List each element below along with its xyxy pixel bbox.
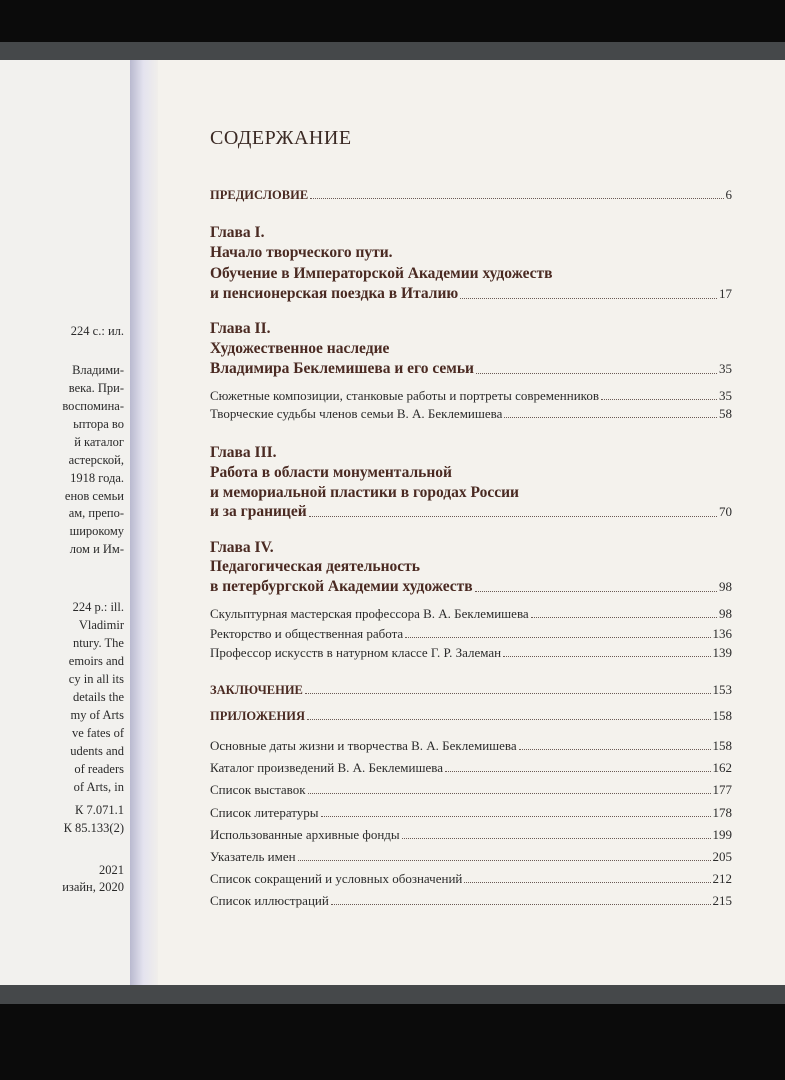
left-page-line: 2021 (99, 863, 124, 877)
toc-subentry[interactable]: Каталог произведений В. А. Беклемишева 162 (210, 760, 732, 775)
right-page (158, 60, 785, 985)
chapter-3-title-line: Работа в области монументальной (210, 464, 452, 481)
left-page-line: изайн, 2020 (62, 880, 124, 894)
left-page-line: details the (72, 690, 124, 704)
chapter-1-heading: Глава I. (210, 224, 265, 241)
page-number: 139 (712, 645, 732, 660)
page-number: 98 (719, 579, 732, 594)
toc-subentry[interactable]: Творческие судьбы членов семьи В. А. Беклемишева 58 (210, 406, 732, 421)
toc-title: СОДЕРЖАНИЕ (210, 127, 352, 149)
dot-leader (445, 771, 710, 772)
left-page-line: my of Arts (70, 708, 124, 722)
toc-entry-preface[interactable]: ПРЕДИСЛОВИЕ 6 (210, 187, 732, 202)
left-page-line: Vladimir (78, 618, 124, 632)
page-number: 35 (719, 388, 732, 403)
left-page-line: воспомина- (62, 399, 124, 413)
page-number: 136 (712, 626, 732, 641)
dot-leader (309, 516, 717, 517)
dot-leader (531, 617, 717, 618)
toc-entry-appendices[interactable]: ПРИЛОЖЕНИЯ 158 (210, 708, 732, 723)
toc-subentry[interactable]: Скульптурная мастерская профессора В. А. Беклемишева 98 (210, 606, 732, 621)
left-page-line: cy in all its (68, 672, 124, 686)
page-number: 153 (712, 682, 732, 697)
page-number: 205 (712, 849, 732, 864)
toc-subentry[interactable]: Список сокращений и условных обозначений 212 (210, 871, 732, 886)
left-page-line: К 7.071.1 (75, 803, 124, 817)
left-page-line: Владими- (72, 363, 124, 377)
dot-leader (331, 904, 711, 905)
page-number: 70 (719, 504, 732, 519)
left-page-line: астерской, (68, 453, 124, 467)
dot-leader (310, 198, 723, 199)
left-page-line: udents and (70, 744, 124, 758)
page-number: 199 (712, 827, 732, 842)
page-number: 58 (719, 406, 732, 421)
dot-leader (503, 656, 710, 657)
dot-leader (402, 838, 711, 839)
toc-subentry[interactable]: Ректорство и общественная работа 136 (210, 626, 732, 641)
toc-subentry[interactable]: Использованные архивные фонды 199 (210, 827, 732, 842)
left-page-line: й каталог (74, 435, 124, 449)
left-page-line: К 85.133(2) (63, 821, 124, 835)
left-page-line: лом и Им- (69, 542, 124, 556)
chapter-3-heading: Глава III. (210, 444, 277, 461)
toc-subentry[interactable]: Основные даты жизни и творчества В. А. Беклемишева 158 (210, 738, 732, 753)
toc-entry-chapter-1[interactable]: и пенсионерская поездка в Италию 17 (210, 285, 732, 302)
dot-leader (321, 816, 711, 817)
chapter-4-title-line: Педагогическая деятельность (210, 558, 420, 575)
dot-leader (476, 373, 717, 374)
toc-subentry[interactable]: Список литературы 178 (210, 805, 732, 820)
toc-subentry[interactable]: Указатель имен 205 (210, 849, 732, 864)
page-number: 162 (712, 760, 732, 775)
page-number: 177 (712, 782, 732, 797)
left-page-line: of Arts, in (73, 780, 124, 794)
toc-subentry[interactable]: Профессор искусств в натурном классе Г. Р. Залеман 139 (210, 645, 732, 660)
page-number: 158 (712, 738, 732, 753)
left-page-line: века. При- (68, 381, 124, 395)
dot-leader (305, 693, 711, 694)
chapter-2-title-line: Художественное наследие (210, 340, 390, 357)
page-number: 215 (712, 893, 732, 908)
left-page (0, 60, 130, 985)
left-page-line: emoirs and (68, 654, 124, 668)
dot-leader (308, 793, 711, 794)
dot-leader (519, 749, 711, 750)
left-page-line: 224 p.: ill. (72, 600, 124, 614)
dot-leader (460, 298, 717, 299)
toc-entry-chapter-3[interactable]: и за границей 70 (210, 503, 732, 520)
page-number: 212 (712, 871, 732, 886)
page-number: 35 (719, 361, 732, 376)
page-number: 17 (719, 286, 732, 301)
chapter-4-heading: Глава IV. (210, 539, 274, 556)
page-number: 6 (725, 187, 732, 202)
chapter-3-title-line: и мемориальной пластики в городах России (210, 484, 519, 501)
page-number: 178 (712, 805, 732, 820)
page-number: 98 (719, 606, 732, 621)
left-page-line: ьптора во (73, 417, 124, 431)
dot-leader (307, 719, 711, 720)
dot-leader (464, 882, 710, 883)
toc-entry-chapter-4[interactable]: в петербургской Академии художеств 98 (210, 578, 732, 595)
left-page-line: 1918 года. (70, 471, 124, 485)
toc-subentry[interactable]: Список выставок 177 (210, 782, 732, 797)
dot-leader (405, 637, 710, 638)
dot-leader (601, 399, 717, 400)
toc-entry-conclusion[interactable]: ЗАКЛЮЧЕНИЕ 153 (210, 682, 732, 697)
chapter-2-heading: Глава II. (210, 320, 271, 337)
left-page-line: ам, препо- (68, 506, 124, 520)
page-gutter (130, 60, 160, 985)
chapter-1-title-line: Начало творческого пути. (210, 244, 393, 261)
left-page-line: ve fates of (71, 726, 124, 740)
dot-leader (504, 417, 717, 418)
left-page-line: енов семьи (64, 489, 124, 503)
left-page-line: of readers (74, 762, 124, 776)
toc-subentry[interactable]: Сюжетные композиции, станковые работы и портреты современников 35 (210, 388, 732, 403)
toc-entry-chapter-2[interactable]: Владимира Беклемишева и его семьи 35 (210, 360, 732, 377)
left-page-line: широкому (69, 524, 124, 538)
dot-leader (475, 591, 717, 592)
toc-subentry[interactable]: Список иллюстраций 215 (210, 893, 732, 908)
page-number: 158 (712, 708, 732, 723)
dot-leader (298, 860, 711, 861)
chapter-1-title-line: Обучение в Императорской Академии художеств (210, 265, 553, 282)
left-page-line: 224 с.: ил. (70, 324, 124, 338)
left-page-line: ntury. The (72, 636, 124, 650)
